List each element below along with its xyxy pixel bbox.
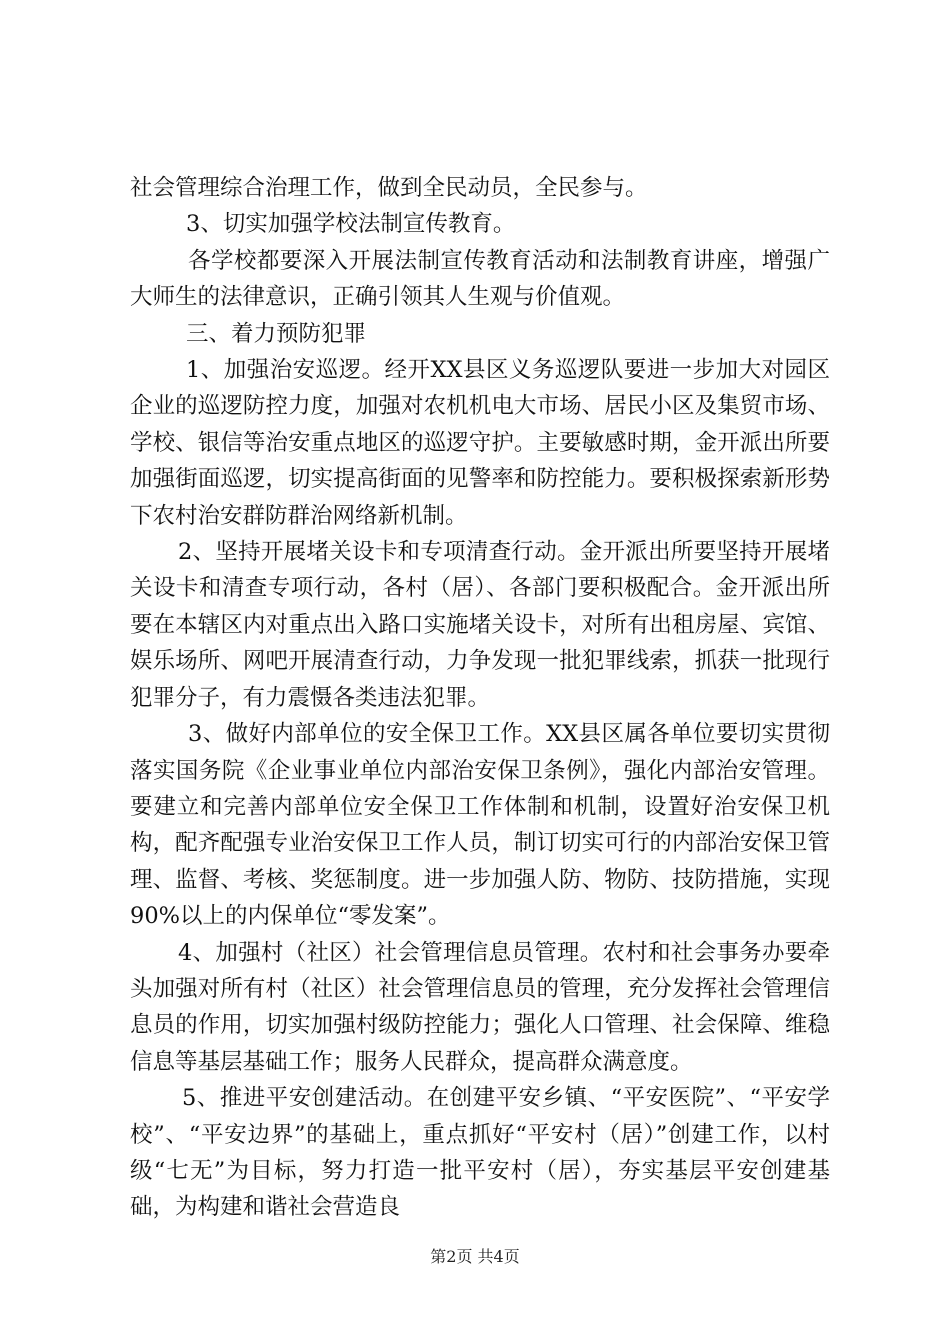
paragraph-patrol: 1、加强治安巡逻。经开XX县区义务巡逻队要进一步加大对园区企业的巡逻防控力度，加强对农机机电大市场、居民小区及集贸市场、学校、银信等治安重点地区的巡逻守护。主要敏感时期，金开派出所要加强街面巡逻，切实提高街面的见警率和防控能力。要积极探索新形势下农村治安群防群治网络新机制。 [130, 357, 830, 529]
page-footer: 第2页 共4页 [430, 1247, 520, 1266]
paragraph-school-legal-education: 各学校都要深入开展法制宣传教育活动和法制教育讲座，增强广大师生的法律意识，正确引领其人生观与价值观。 [130, 247, 830, 311]
document-body [130, 170, 830, 1226]
paragraph-heading-school-legal-education: 3、切实加强学校法制宣传教育。 [186, 211, 516, 238]
paragraph-internal-security: 3、做好内部单位的安全保卫工作。XX县区属各单位要切实贯彻落实国务院《企业事业单位内部治安保卫条例》，强化内部治安管理。要建立和完善内部单位安全保卫工作体制和机制，设置好治安保卫机构，配齐配强专业治安保卫工作人员，制订切实可行的内部治安保卫管理、监督、考核、奖惩制度。进一步加强人防、物防、技防措施，实现90%以上的内保单位“零发案”。 [130, 721, 830, 930]
paragraph-checkpoints: 2、坚持开展堵关设卡和专项清查行动。金开派出所要坚持开展堵关设卡和清查专项行动，各村（居）、各部门要积极配合。金开派出所要在本辖区内对重点出入路口实施堵关设卡，对所有出租房屋、宾馆、娱乐场所、网吧开展清查行动，力争发现一批犯罪线索，抓获一批现行犯罪分子，有力震慑各类违法犯罪。 [130, 539, 830, 711]
paragraph-safety-campaign: 5、推进平安创建活动。在创建平安乡镇、“平安医院”、“平安学校”、“平安边界”的基础上，重点抓好“平安村（居）”创建工作，以村级“七无”为目标，努力打造一批平安村（居），夯实基层平安创建基础，为构建和谐社会营造良 [130, 1085, 830, 1221]
section-heading-crime-prevention: 三、着力预防犯罪 [186, 320, 367, 347]
paragraph-continuation: 社会管理综合治理工作，做到全民动员，全民参与。 [130, 175, 648, 201]
paragraph-information-officers: 4、加强村（社区）社会管理信息员管理。农村和社会事务办要牵头加强对所有村（社区）社会管理信息员的管理，充分发挥社会管理信息员的作用，切实加强村级防控能力；强化人口管理、社会保障、维稳信息等基层基础工作；服务人民群众，提高群众满意度。 [130, 939, 830, 1075]
